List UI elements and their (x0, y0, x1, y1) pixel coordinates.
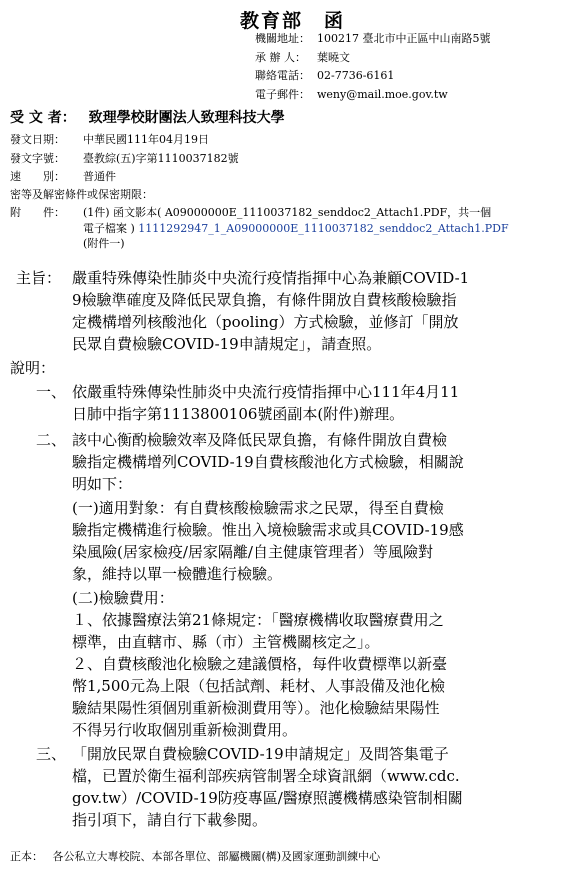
meta-speed-label: 速 別： (10, 170, 65, 183)
cc-label: 正本： (10, 850, 43, 863)
org-phone (255, 67, 394, 83)
sub-item-line: (一)適用對象：有自費核酸檢驗需求之民眾，得至自費檢 (72, 499, 444, 517)
cc-value: 各公私立大專校院、本部各單位、部屬機關(構)及國家運動訓練中心 (52, 850, 381, 863)
meta-confidentiality (10, 186, 153, 202)
org-address-value: 100217 臺北市中正區中山南路5號 (317, 32, 491, 45)
item-number: 二、 (36, 431, 67, 449)
recipient (10, 107, 285, 127)
meta-date-label: 發文日期： (10, 133, 65, 146)
attachment-file-prefix: 電子檔案 ) (83, 222, 139, 235)
subject-line: 民眾自費檢驗COVID-19申請規定」，請查照。 (72, 335, 382, 353)
sub-item-line: 驗指定機構進行檢驗。惟出入境檢驗需求或具COVID-19感 (72, 521, 464, 539)
attachment-description: (1件) 函文影本( A09000000E_1110037182_senddoc2_Attach1.PDF，共一個 (83, 206, 492, 219)
item-line: 日肺中指字第1113800106號函副本(附件)辦理。 (72, 405, 405, 423)
meta-doc-number-label: 發文字號： (10, 152, 65, 165)
sub-item-line: ２、自費核酸池化檢驗之建議價格，每件收費標準以新臺 (72, 655, 448, 673)
recipient-value: 致理學校財團法人致理科技大學 (88, 110, 285, 126)
attachment-label: 附 件： (10, 206, 65, 219)
item-line: 指引項下，請自行下載參閱。 (72, 811, 268, 829)
attachment-line2 (83, 220, 509, 236)
item-line: 該中心衡酌檢驗效率及降低民眾負擔，有條件開放自費檢 (72, 431, 448, 449)
org-contact-person (255, 49, 350, 65)
meta-doc-number (10, 150, 239, 166)
org-contact-label: 承 辦 人： (255, 51, 306, 64)
org-address-label: 機關地址： (255, 32, 310, 45)
org-phone-value: 02-7736-6161 (317, 69, 395, 82)
attachment-file-link[interactable]: 1111292947_1_A09000000E_1110037182_senddoc2_Attach1.PDF (138, 222, 509, 235)
sub-item-line: (二)檢驗費用： (72, 589, 174, 607)
sub-item-line: 驗結果陽性須個別重新檢測費用等）。池化檢驗結果陽性 (72, 699, 440, 717)
sub-item-line: １、依據醫療法第21條規定：「醫療機構收取醫療費用之 (72, 611, 444, 629)
meta-speed (10, 168, 116, 184)
meta-confidentiality-label: 密等及解密條件或保密期限： (10, 188, 153, 201)
meta-date (10, 131, 209, 147)
meta-date-value: 中華民國111年04月19日 (83, 133, 209, 146)
org-contact-value: 葉曉文 (317, 51, 350, 64)
item-line: 明如下： (72, 475, 133, 493)
subject-line: 定機構增列核酸池化（pooling）方式檢驗，並修訂「開放 (72, 313, 459, 331)
item-line: 檔，已置於衛生福利部疾病管制署全球資訊網（www.cdc. (72, 767, 460, 785)
org-email-value: weny@mail.moe.gov.tw (317, 88, 448, 101)
sub-item-line: 標準，由直轄市、縣（市）主管機關核定之」。 (72, 633, 380, 651)
org-address (255, 30, 491, 46)
item-line: gov.tw）/COVID-19防疫專區/醫療照護機構感染管制相關 (72, 789, 463, 807)
subject-label: 主旨： (16, 269, 62, 287)
item-line: 依嚴重特殊傳染性肺炎中央流行疫情指揮中心111年4月11 (72, 383, 460, 401)
attachment-line1 (10, 204, 491, 220)
document-title: 教育部 函 (240, 10, 346, 32)
org-email (255, 86, 448, 102)
explanation-label: 說明： (10, 359, 56, 377)
item-line: 驗指定機構增列COVID-19自費核酸池化方式檢驗，相關說 (72, 453, 464, 471)
sub-item-line: 幣1,500元為上限（包括試劑、耗材、人事設備及池化檢 (72, 677, 445, 695)
item-number: 三、 (36, 745, 67, 763)
meta-doc-number-value: 臺教綜(五)字第1110037182號 (83, 152, 239, 165)
recipient-label: 受 文 者： (10, 110, 76, 126)
subject-line: 嚴重特殊傳染性肺炎中央流行疫情指揮中心為兼顧COVID-1 (72, 269, 470, 287)
sub-item-line: 染風險(居家檢疫/居家隔離/自主健康管理者）等風險對 (72, 543, 433, 561)
attachment-line3: (附件一) (83, 237, 125, 250)
item-number: 一、 (36, 383, 67, 401)
meta-speed-value: 普通件 (83, 170, 116, 183)
org-phone-label: 聯絡電話： (255, 69, 310, 82)
sub-item-line: 不得另行收取個別重新檢測費用。 (72, 721, 298, 739)
sub-item-line: 象，維持以單一檢體進行檢驗。 (72, 565, 283, 583)
org-email-label: 電子郵件： (255, 88, 310, 101)
cc-recipients (10, 848, 380, 864)
subject-line: 9檢驗準確度及降低民眾負擔，有條件開放自費核酸檢驗指 (72, 291, 457, 309)
item-line: 「開放民眾自費檢驗COVID-19申請規定」及問答集電子 (72, 745, 449, 763)
